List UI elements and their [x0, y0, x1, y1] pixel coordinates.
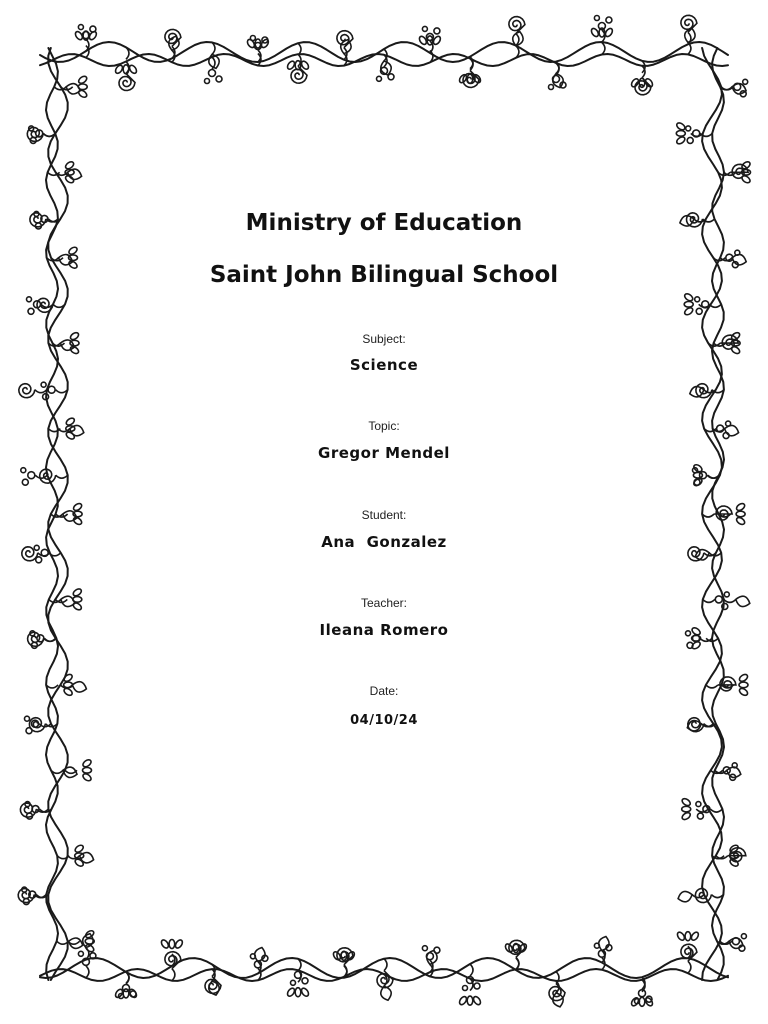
teacher-value: Ileana Romero	[319, 621, 449, 639]
student-label: Student:	[361, 508, 407, 522]
topic-label: Topic:	[368, 419, 400, 433]
topic-value: Gregor Mendel	[318, 444, 450, 462]
school-title: Saint John Bilingual School	[209, 262, 559, 288]
student-value: Ana Gonzalez	[321, 533, 447, 551]
date-value: 04/10/24	[350, 713, 418, 728]
ministry-title: Ministry of Education	[245, 210, 523, 236]
subject-label: Subject:	[362, 332, 406, 346]
subject-value: Science	[349, 356, 419, 374]
date-label: Date:	[369, 684, 399, 698]
teacher-label: Teacher:	[360, 596, 408, 610]
